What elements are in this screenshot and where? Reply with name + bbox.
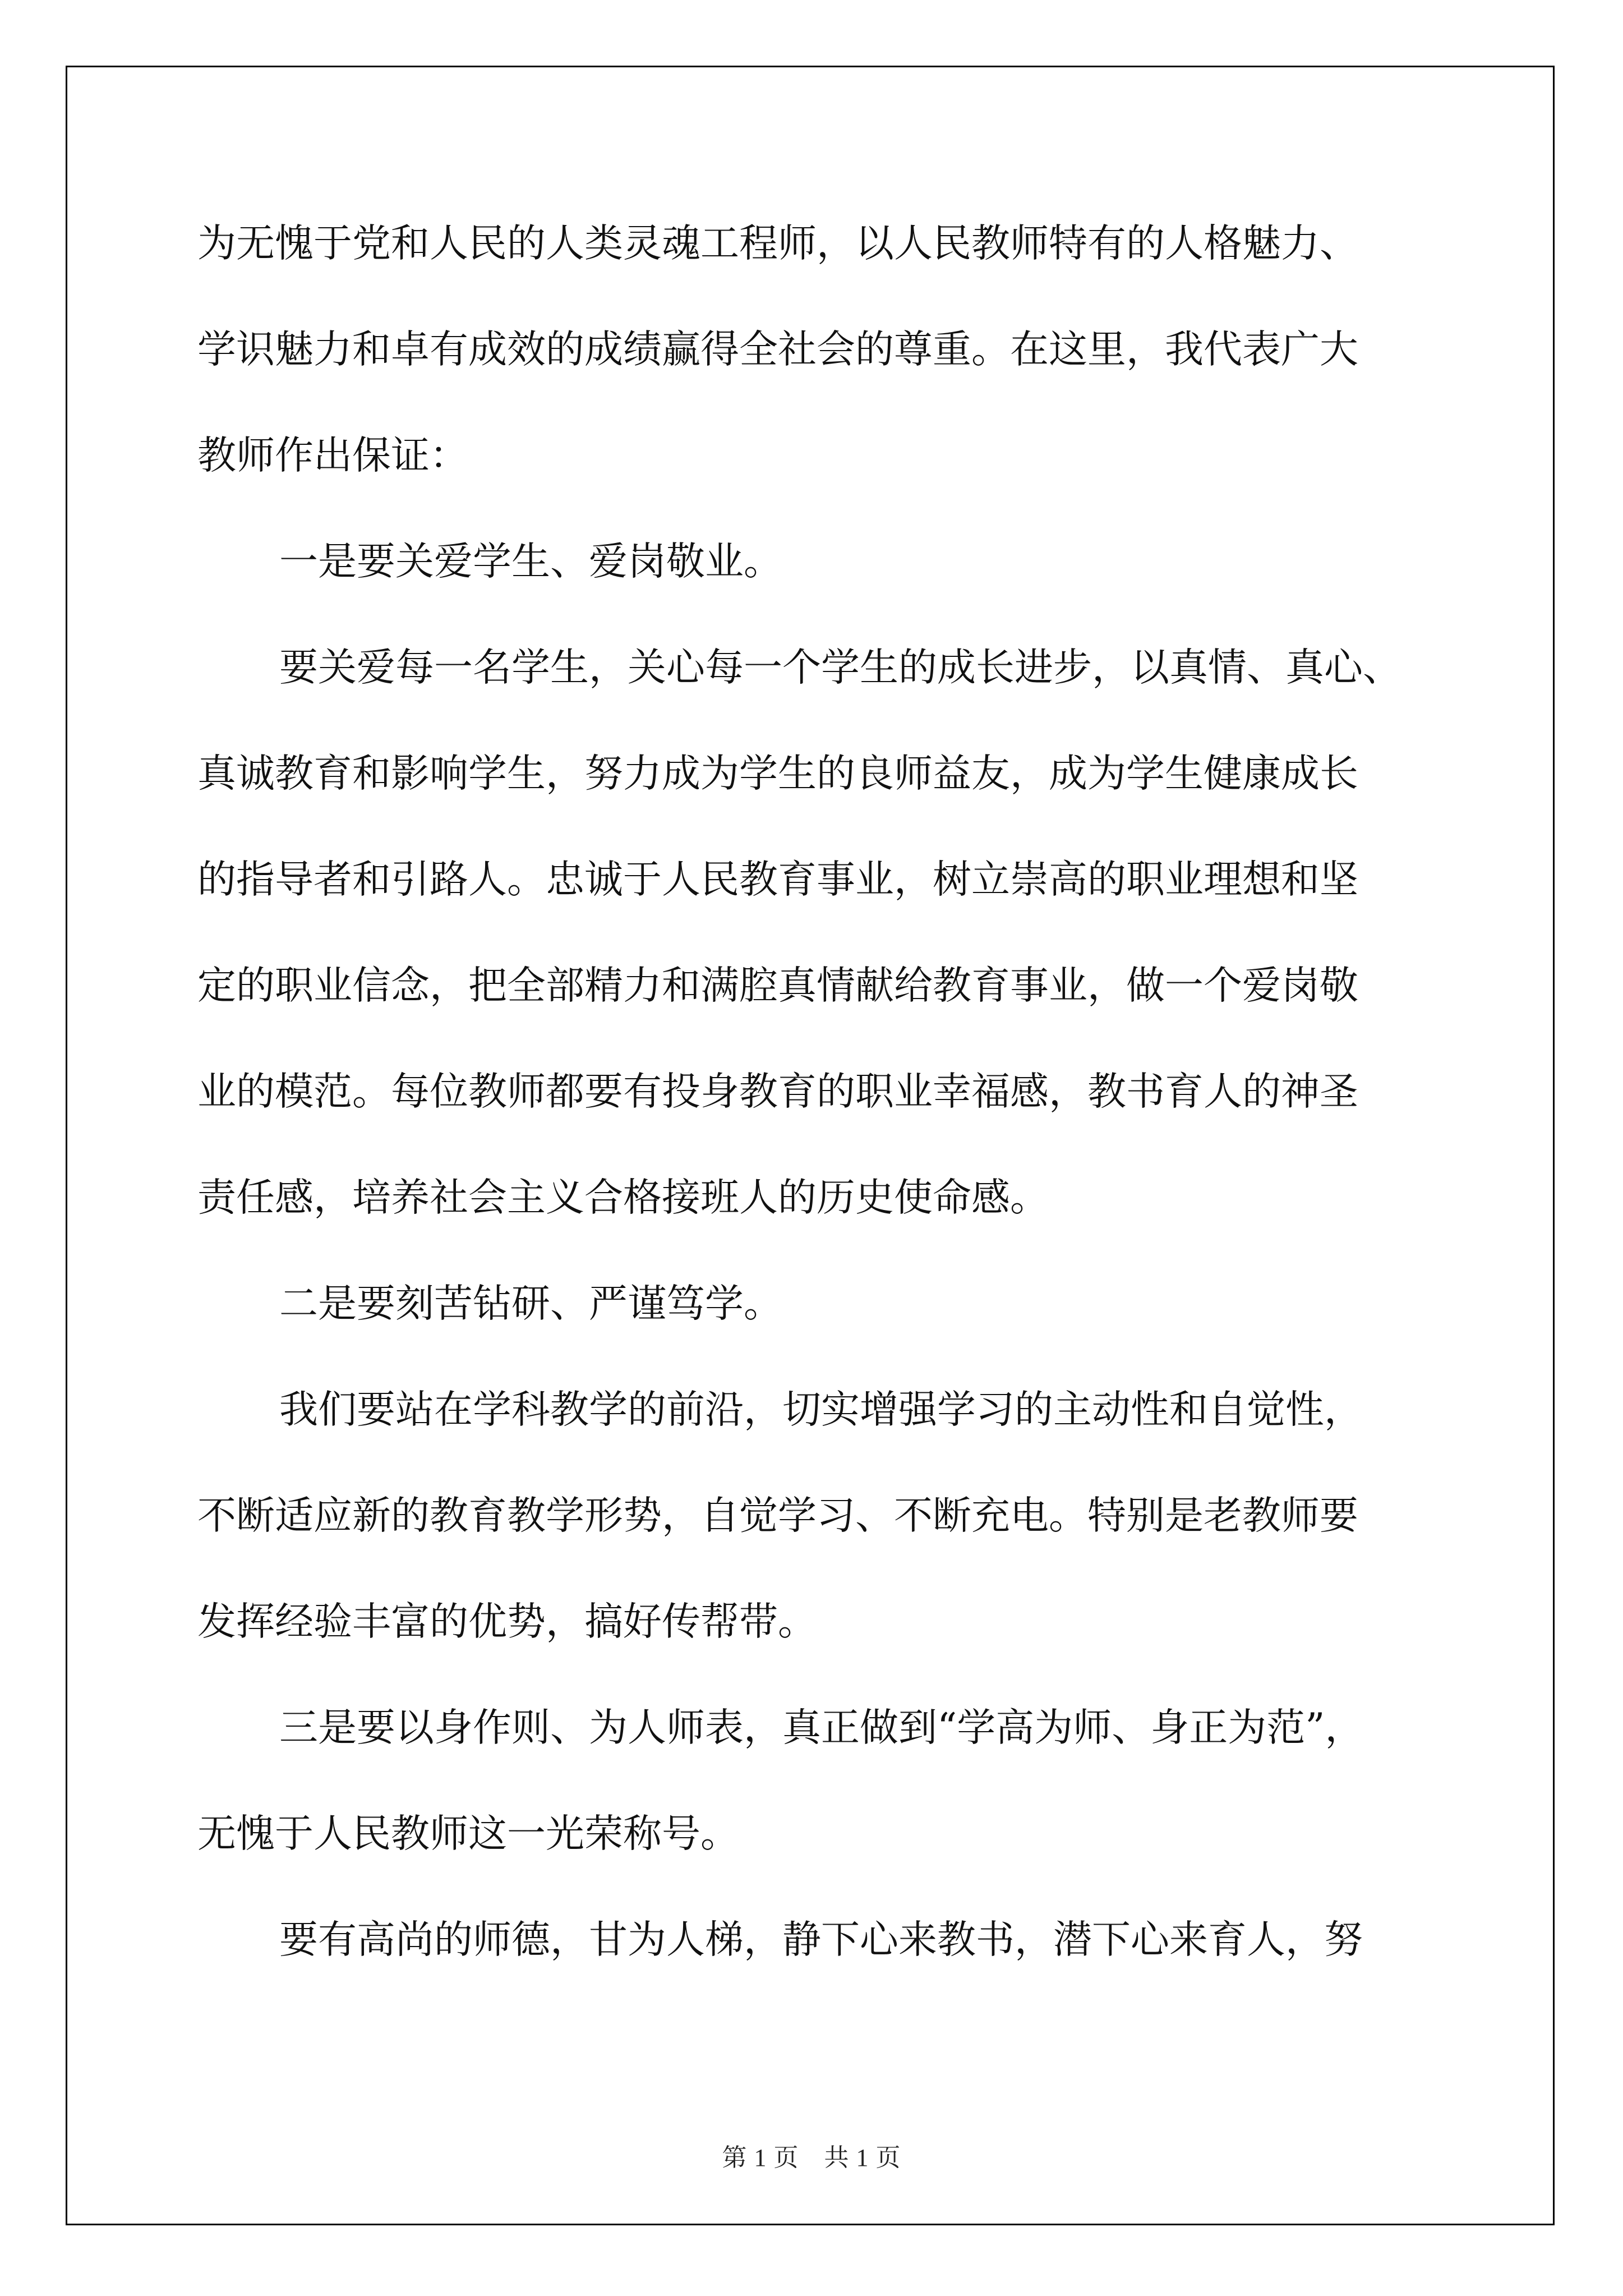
text-line: 学识魅力和卓有成效的成绩赢得全社会的尊重。在这里，我代表广大 (197, 327, 1358, 372)
text-line: 业的模范。每位教师都要有投身教育的职业幸福感，教书育人的神圣 (197, 1069, 1358, 1114)
text-line: 我们要站在学科教学的前沿，切实增强学习的主动性和自觉性， (279, 1387, 1363, 1432)
text-line: 要有高尚的师德，甘为人梯，静下心来教书，潜下心来育人，努 (279, 1917, 1363, 1962)
section-heading: 一是要关爱学生、爱岗敬业。 (279, 539, 782, 584)
text-line: 责任感，培养社会主义合格接班人的历史使命感。 (197, 1175, 1049, 1220)
text-line: 要关爱每一名学生，关心每一个学生的成长进步，以真情、真心、 (279, 645, 1401, 690)
section-heading: 三是要以身作则、为人师表，真正做到“学高为师、身正为范”， (279, 1705, 1364, 1750)
text-line: 真诚教育和影响学生，努力成为学生的良师益友，成为学生健康成长 (197, 751, 1358, 796)
text-line: 无愧于人民教师这一光荣称号。 (197, 1811, 739, 1856)
text-line: 不断适应新的教育教学形势，自觉学习、不断充电。特别是老教师要 (197, 1493, 1358, 1538)
text-line: 教师作出保证： (197, 433, 468, 478)
section-heading: 二是要刻苦钻研、严谨笃学。 (279, 1281, 782, 1326)
document-body (197, 191, 1487, 1993)
text-line: 定的职业信念，把全部精力和满腔真情献给教育事业，做一个爱岗敬 (197, 963, 1358, 1008)
page-number-footer: 第 1 页 共 1 页 (722, 2144, 901, 2171)
text-line: 发挥经验丰富的优势，搞好传帮带。 (197, 1599, 817, 1644)
text-line: 的指导者和引路人。忠诚于人民教育事业，树立崇高的职业理想和坚 (197, 857, 1358, 902)
text-line: 为无愧于党和人民的人类灵魂工程师，以人民教师特有的人格魅力、 (197, 221, 1358, 266)
